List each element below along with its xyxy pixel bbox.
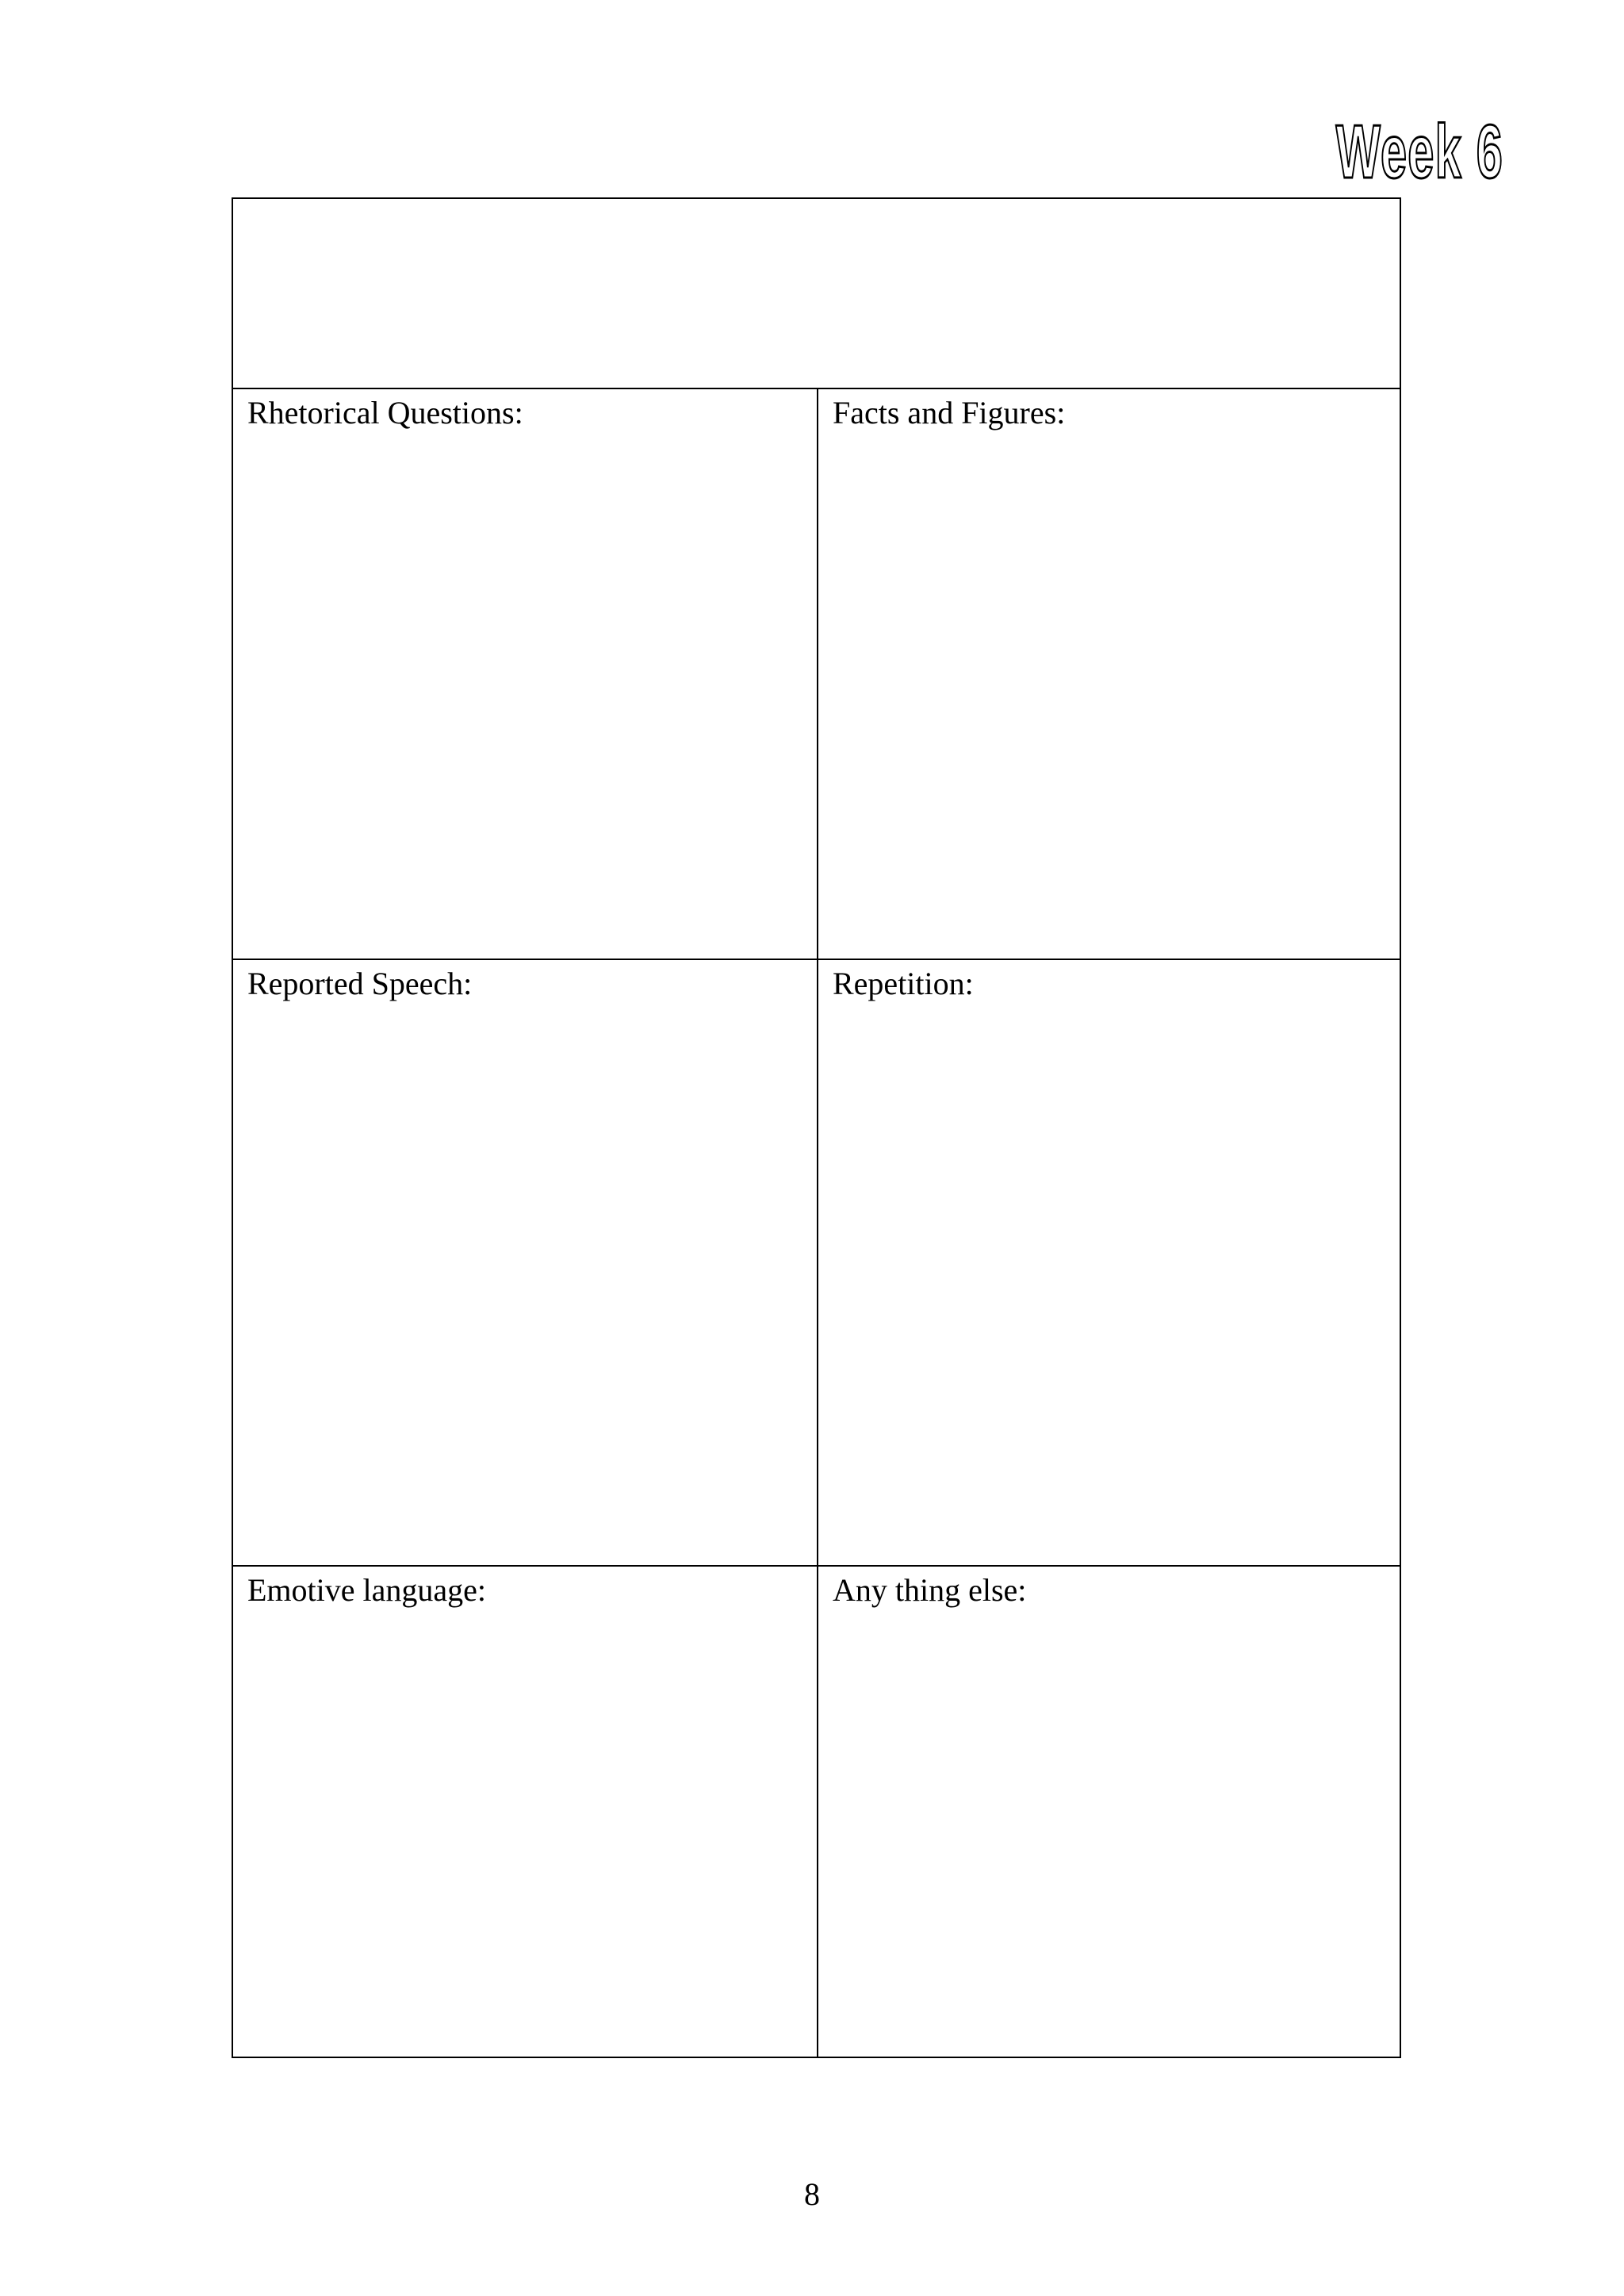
week-heading: Week 6: [1335, 109, 1503, 194]
cell-label: Facts and Figures:: [833, 395, 1066, 430]
cell-label: Repetition:: [833, 966, 974, 1001]
title-box: [233, 199, 1400, 389]
cell-repetition: [818, 960, 1400, 1565]
cell-label: Any thing else:: [833, 1572, 1027, 1608]
cell-label: Emotive language:: [247, 1572, 487, 1608]
cell-label: Rhetorical Questions:: [247, 395, 523, 430]
cell-facts-and-figures: [818, 389, 1400, 959]
cell-rhetorical-questions: [233, 389, 817, 959]
cell-anything-else: [818, 1567, 1400, 2057]
cell-label: Reported Speech:: [247, 966, 473, 1001]
cell-emotive-language: [233, 1567, 817, 2057]
worksheet-table: [232, 197, 1401, 2058]
page-number: 8: [804, 2176, 820, 2212]
cell-reported-speech: [233, 960, 817, 1565]
